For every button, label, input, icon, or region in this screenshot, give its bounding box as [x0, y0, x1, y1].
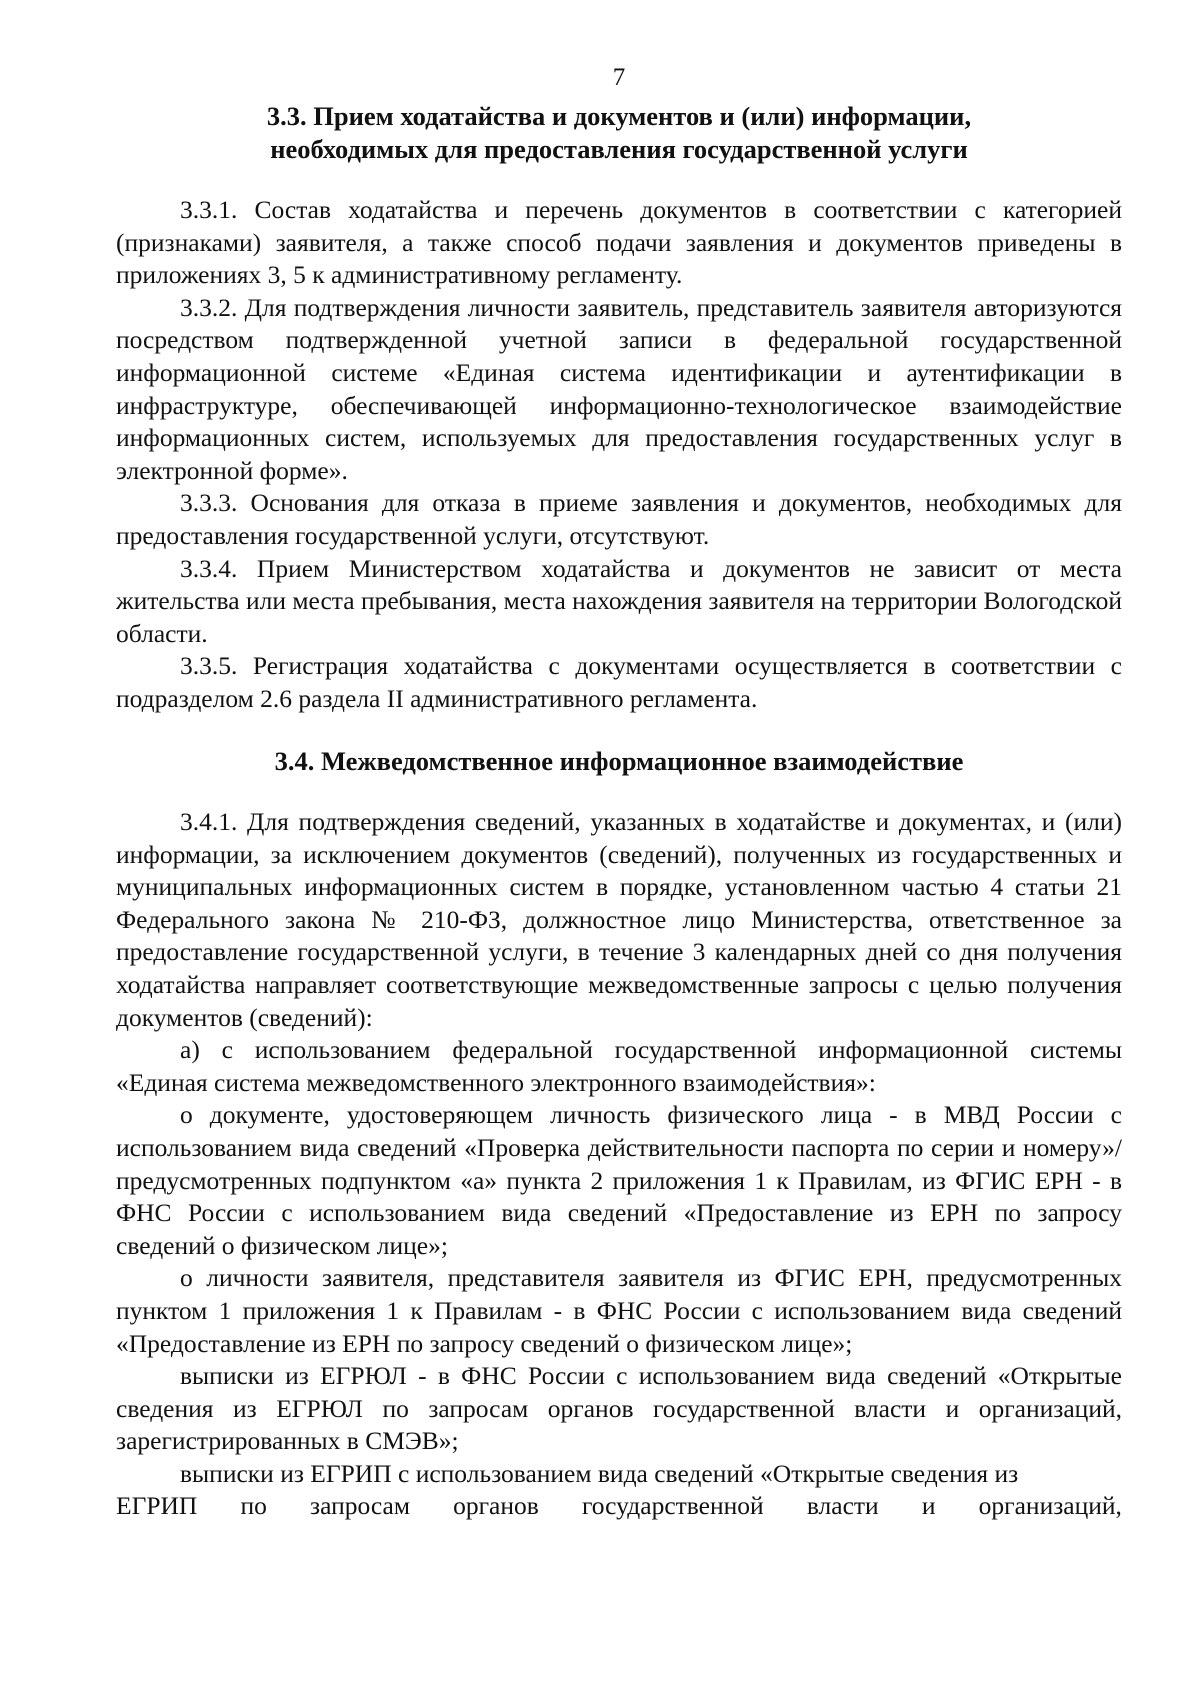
- paragraph-3-3-3: 3.3.3. Основания для отказа в приеме заявления и документов, необходимых для предоставления государственной услуги, отсутствуют.: [116, 488, 1122, 550]
- section-3-3-heading-line-1: 3.3. Прием ходатайства и документов и (или) информации,: [266, 101, 972, 131]
- tail-word: организаций,: [978, 1491, 1122, 1521]
- section-3-3-heading: [116, 100, 1122, 165]
- paragraph-egrul-extract: выписки из ЕГРЮЛ - в ФНС России с использованием вида сведений «Открытые сведения из ЕГРЮЛ по запросам органов государственной власти и организаций, зарегистрированных в СМЭВ»;: [116, 1361, 1122, 1456]
- tail-word: государственной: [581, 1491, 764, 1521]
- paragraph-3-4-1: 3.4.1. Для подтверждения сведений, указанных в ходатайстве и документах, и (или) информации, за исключением документов (сведений), полученных из государственных и муниципальных информационных систем в порядке, установленном частью 4 статьи 21 Федерального закона № 210-ФЗ, должностное лицо Министерства, ответственное за предоставление государственной услуги, в течение 3 календарных дней со дня получения ходатайства направляет соответствующие межведомственные запросы с целью получения документов (сведений):: [116, 807, 1122, 1032]
- section-3-4-heading: 3.4. Межведомственное информационное взаимодействие: [274, 745, 964, 776]
- section-3-3-heading-line-2: необходимых для предоставления государственной услуги: [270, 133, 968, 164]
- paragraph-3-3-4: 3.3.4. Прием Министерством ходатайства и документов не зависит от места жительства или места пребывания, места нахождения заявителя на территории Вологодской области.: [116, 553, 1122, 648]
- paragraph-3-3-5: 3.3.5. Регистрация ходатайства с документами осуществляется в соответствии с подразделом 2.6 раздела II административного регламента.: [116, 651, 1122, 713]
- paragraph-identity-document: о документе, удостоверяющем личность физического лица - в МВД России с использованием вида сведений «Проверка действительности паспорта по серии и номеру»/предусмотренных подпунктом «а» пункта 2 приложения 1 к Правилам, из ФГИС ЕРН - в ФНС России с использованием вида сведений «Предоставление из ЕРН по запросу сведений о физическом лице»;: [116, 1100, 1122, 1260]
- tail-word: по: [240, 1491, 267, 1521]
- tail-word: ЕГРИП: [116, 1491, 198, 1521]
- paragraph-egrip-extract-continuation: [116, 1490, 1122, 1523]
- tail-word: и: [921, 1491, 936, 1521]
- paragraph-applicant-identity: о личности заявителя, представителя заявителя из ФГИС ЕРН, предусмотренных пунктом 1 приложения 1 к Правилам - в ФНС России с использованием вида сведений «Предоставление из ЕРН по запросу сведений о физическом лице»;: [116, 1263, 1122, 1358]
- paragraph-egrip-extract: выписки из ЕГРИП с использованием вида сведений «Открытые сведения из: [180, 1458, 1019, 1488]
- tail-word: запросам: [310, 1491, 410, 1521]
- tail-word: органов: [453, 1491, 539, 1521]
- tail-word: власти: [806, 1491, 879, 1521]
- document-page: [116, 62, 1122, 1523]
- page-number: 7: [612, 64, 626, 91]
- paragraph-3-3-2: 3.3.2. Для подтверждения личности заявитель, представитель заявителя авторизуются посредством подтвержденной учетной записи в федеральной государственной информационной системе «Единая система идентификации и аутентификации в инфраструктуре, обеспечивающей информационно-технологическое взаимодействие информационных систем, используемых для предоставления государственных услуг в электронной форме».: [116, 292, 1122, 485]
- paragraph-3-3-1: 3.3.1. Состав ходатайства и перечень документов в соответствии с категорией (признаками) заявителя, а также способ подачи заявления и документов приведены в приложениях 3, 5 к административному регламенту.: [116, 195, 1122, 290]
- paragraph-subitem-a: а) с использованием федеральной государственной информационной системы «Единая система межведомственного электронного взаимодействия»:: [116, 1035, 1122, 1097]
